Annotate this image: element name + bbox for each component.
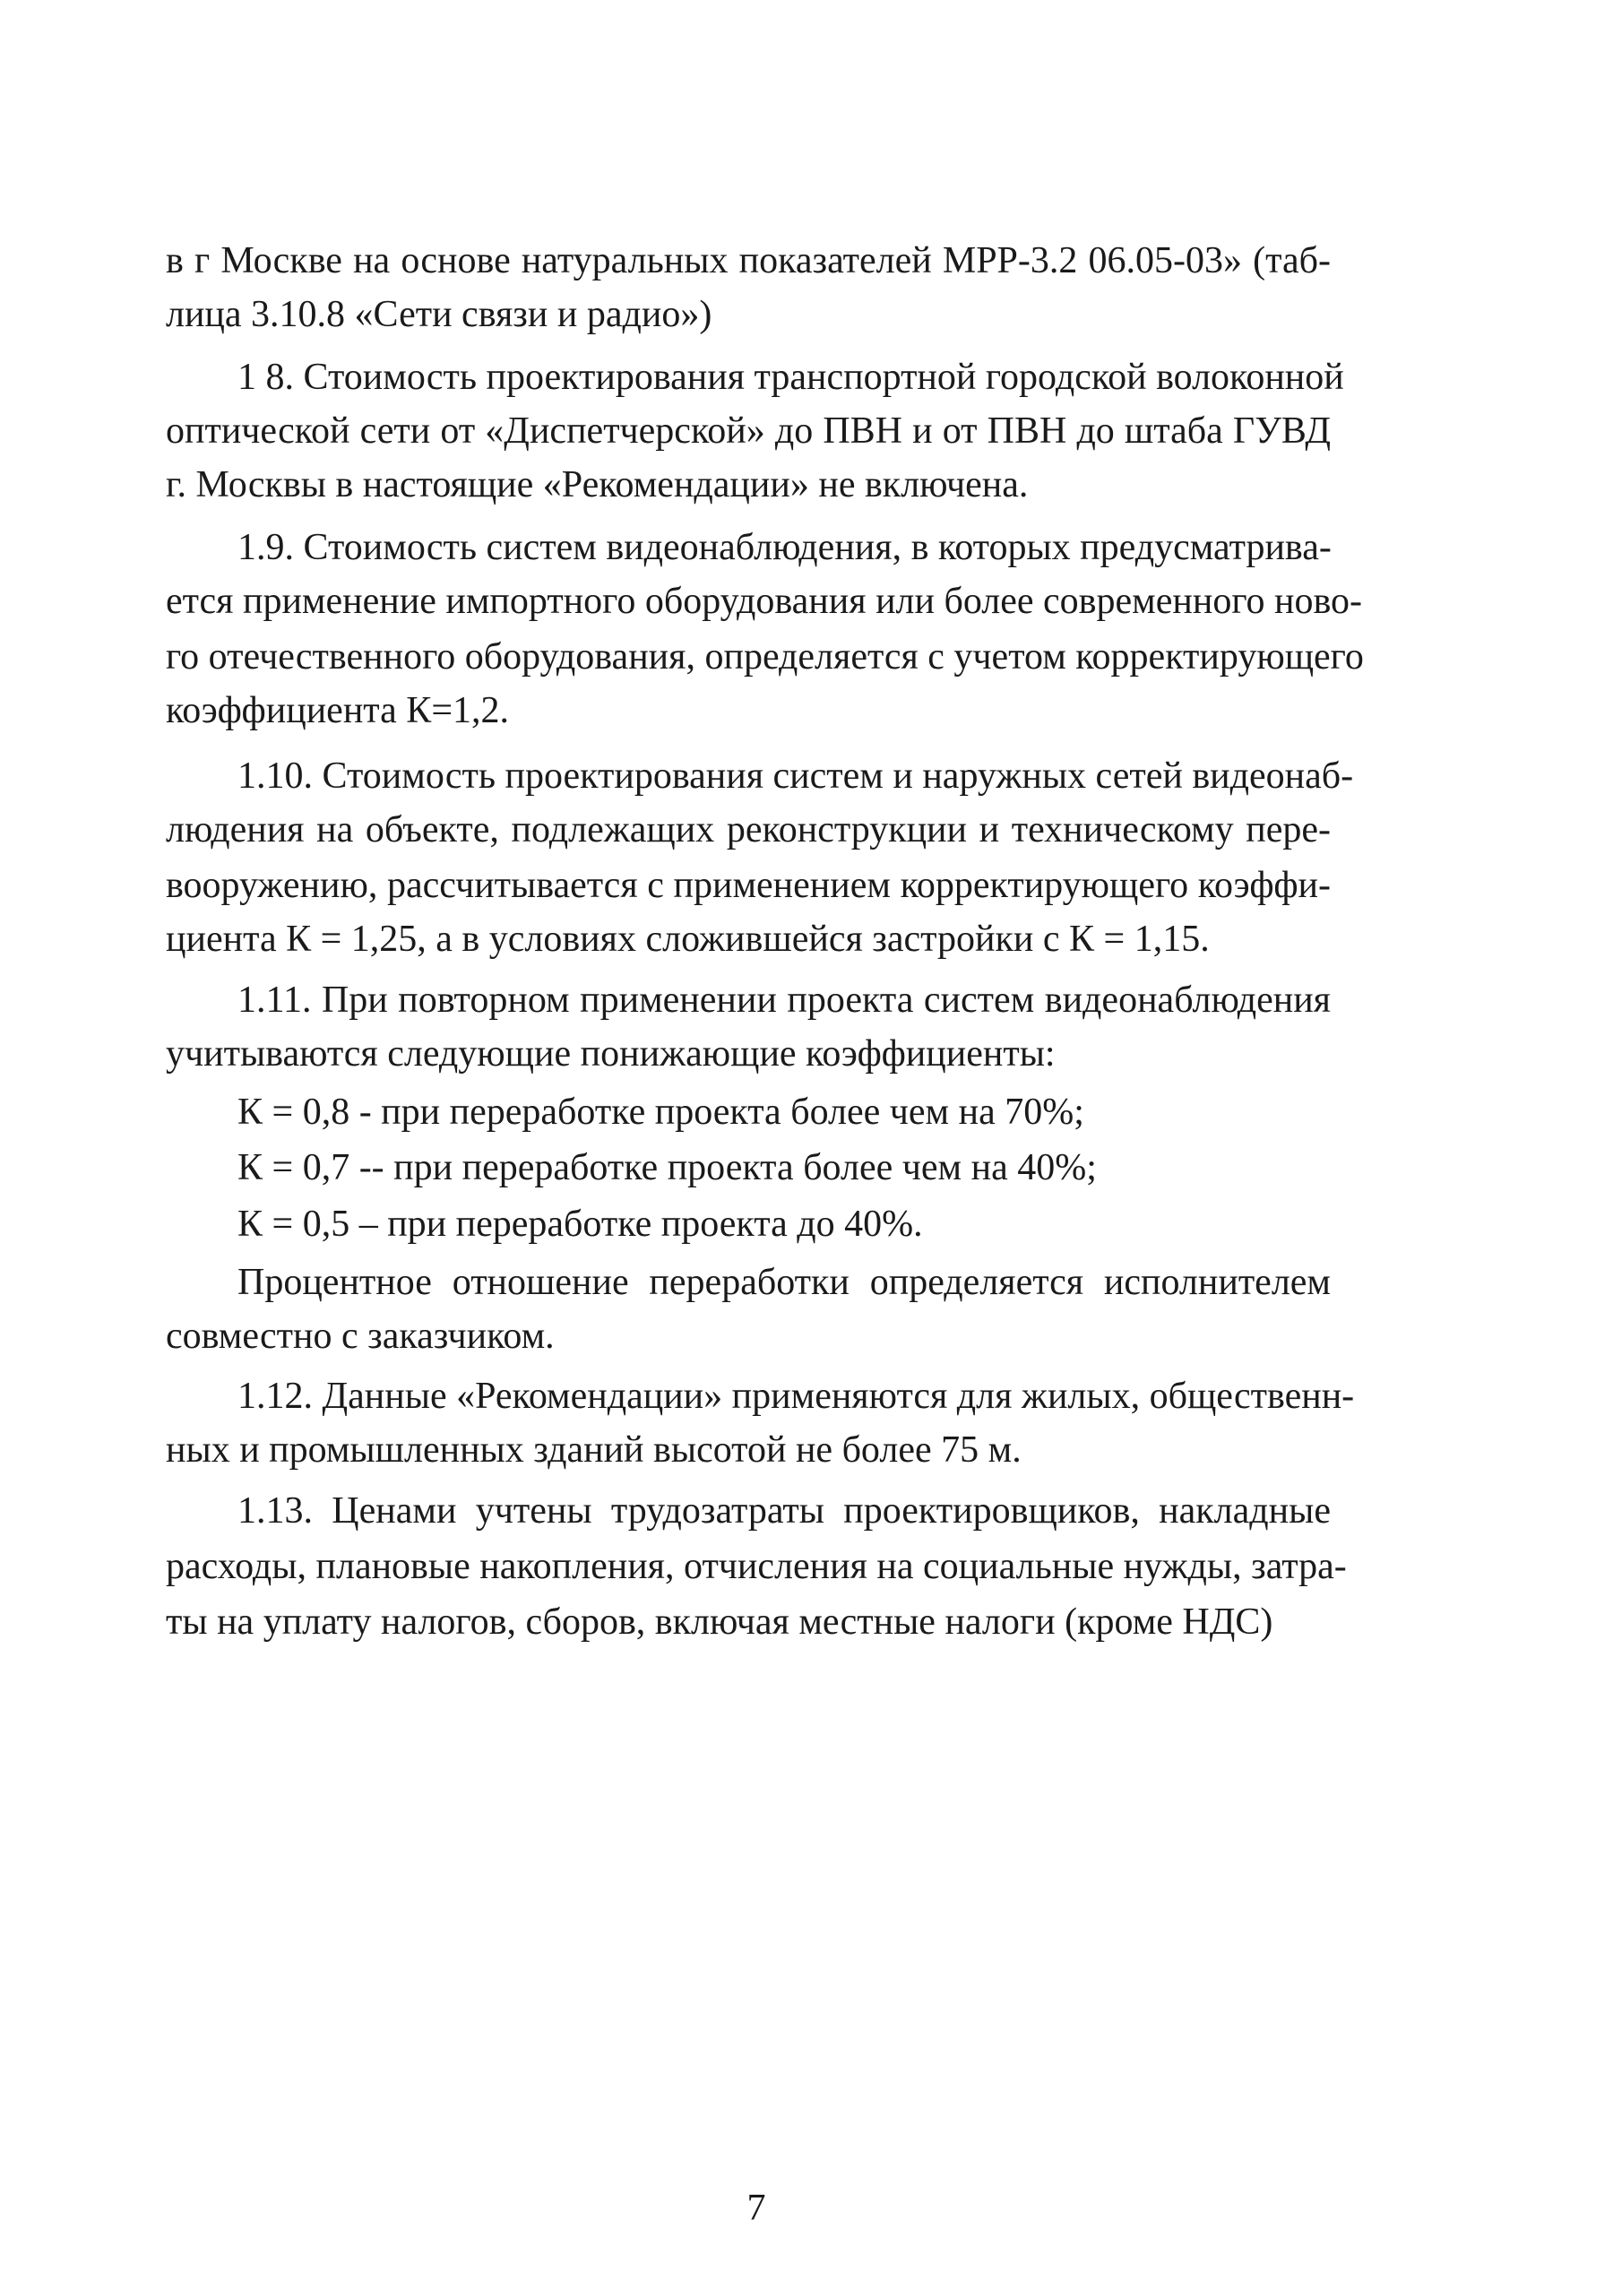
text-line: 1 8. Стоимость проектирования транспортной городской волоконной	[237, 357, 1344, 398]
text-line: 1.12. Данные «Рекомендации» применяются для жилых, общественн-	[237, 1376, 1355, 1417]
text-line: циента К = 1,25, а в условиях сложившейся застройки с К = 1,15.	[166, 919, 1210, 960]
text-line: совместно с заказчиком.	[166, 1316, 555, 1357]
text-line: 1.13. Ценами учтены трудозатраты проектировщиков, накладные	[237, 1490, 1331, 1532]
text-line: 1.10. Стоимость проектирования систем и наружных сетей видеонаб-	[237, 755, 1354, 797]
text-line: 1.11. При повторном применении проекта систем видеонаблюдения	[237, 980, 1331, 1021]
text-line: 1.9. Стоимость систем видеонаблюдения, в которых предусматрива-	[237, 527, 1332, 568]
text-line: К = 0,8 - при переработке проекта более чем на 70%;	[237, 1092, 1084, 1133]
text-line: коэффициента К=1,2.	[166, 690, 510, 731]
text-line: К = 0,7 -- при переработке проекта более чем на 40%;	[237, 1147, 1097, 1188]
text-line: ты на уплату налогов, сборов, включая местные налоги (кроме НДС)	[166, 1601, 1273, 1643]
text-line: Процентное отношение переработки определяется исполнителем	[237, 1262, 1331, 1303]
text-line: оптической сети от «Диспетчерской» до ПВН и от ПВН до штаба ГУВД	[166, 410, 1331, 452]
text-line: г. Москвы в настоящие «Рекомендации» не включена.	[166, 464, 1029, 505]
text-line: вооружению, рассчитывается с применением корректирующего коэффи-	[166, 865, 1331, 906]
text-line: го отечественного оборудования, определяется с учетом корректирующего	[166, 636, 1364, 678]
text-line: ных и промышленных зданий высотой не более 75 м.	[166, 1429, 1022, 1471]
text-line: в г Москве на основе натуральных показателей МРР-3.2 06.05-03» (таб-	[166, 240, 1331, 281]
text-line: К = 0,5 – при переработке проекта до 40%.	[237, 1204, 923, 1245]
text-line: лица 3.10.8 «Сети связи и радио»)	[166, 294, 712, 335]
page-number: 7	[746, 2188, 766, 2229]
text-line: людения на объекте, подлежащих реконструкции и техническому пере-	[166, 809, 1331, 850]
text-line: ется применение импортного оборудования или более современного ново-	[166, 581, 1363, 622]
text-line: расходы, плановые накопления, отчисления на социальные нужды, затра-	[166, 1546, 1347, 1587]
text-line: учитываются следующие понижающие коэффициенты:	[166, 1033, 1056, 1075]
